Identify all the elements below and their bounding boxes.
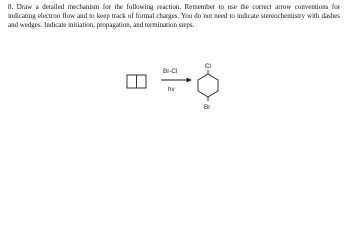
reaction-arrow <box>161 78 192 83</box>
product-structure <box>198 63 218 111</box>
reagent-label: Br-Cl <box>163 68 178 75</box>
chlorine-label: Cl <box>205 63 211 70</box>
question-text: 8. Draw a detailed mechanism for the following reaction. Remember to use the correct arrow conventions for indicating electron flow and to keep track of formal charges. You do not need to indicate stereochemistry with dashes and wedges. Indicate initiation, propagation, and termination steps. <box>8 3 340 29</box>
bromine-label: Br <box>204 104 211 111</box>
condition-label: hv <box>168 86 175 93</box>
starting-material-structure <box>127 75 146 88</box>
